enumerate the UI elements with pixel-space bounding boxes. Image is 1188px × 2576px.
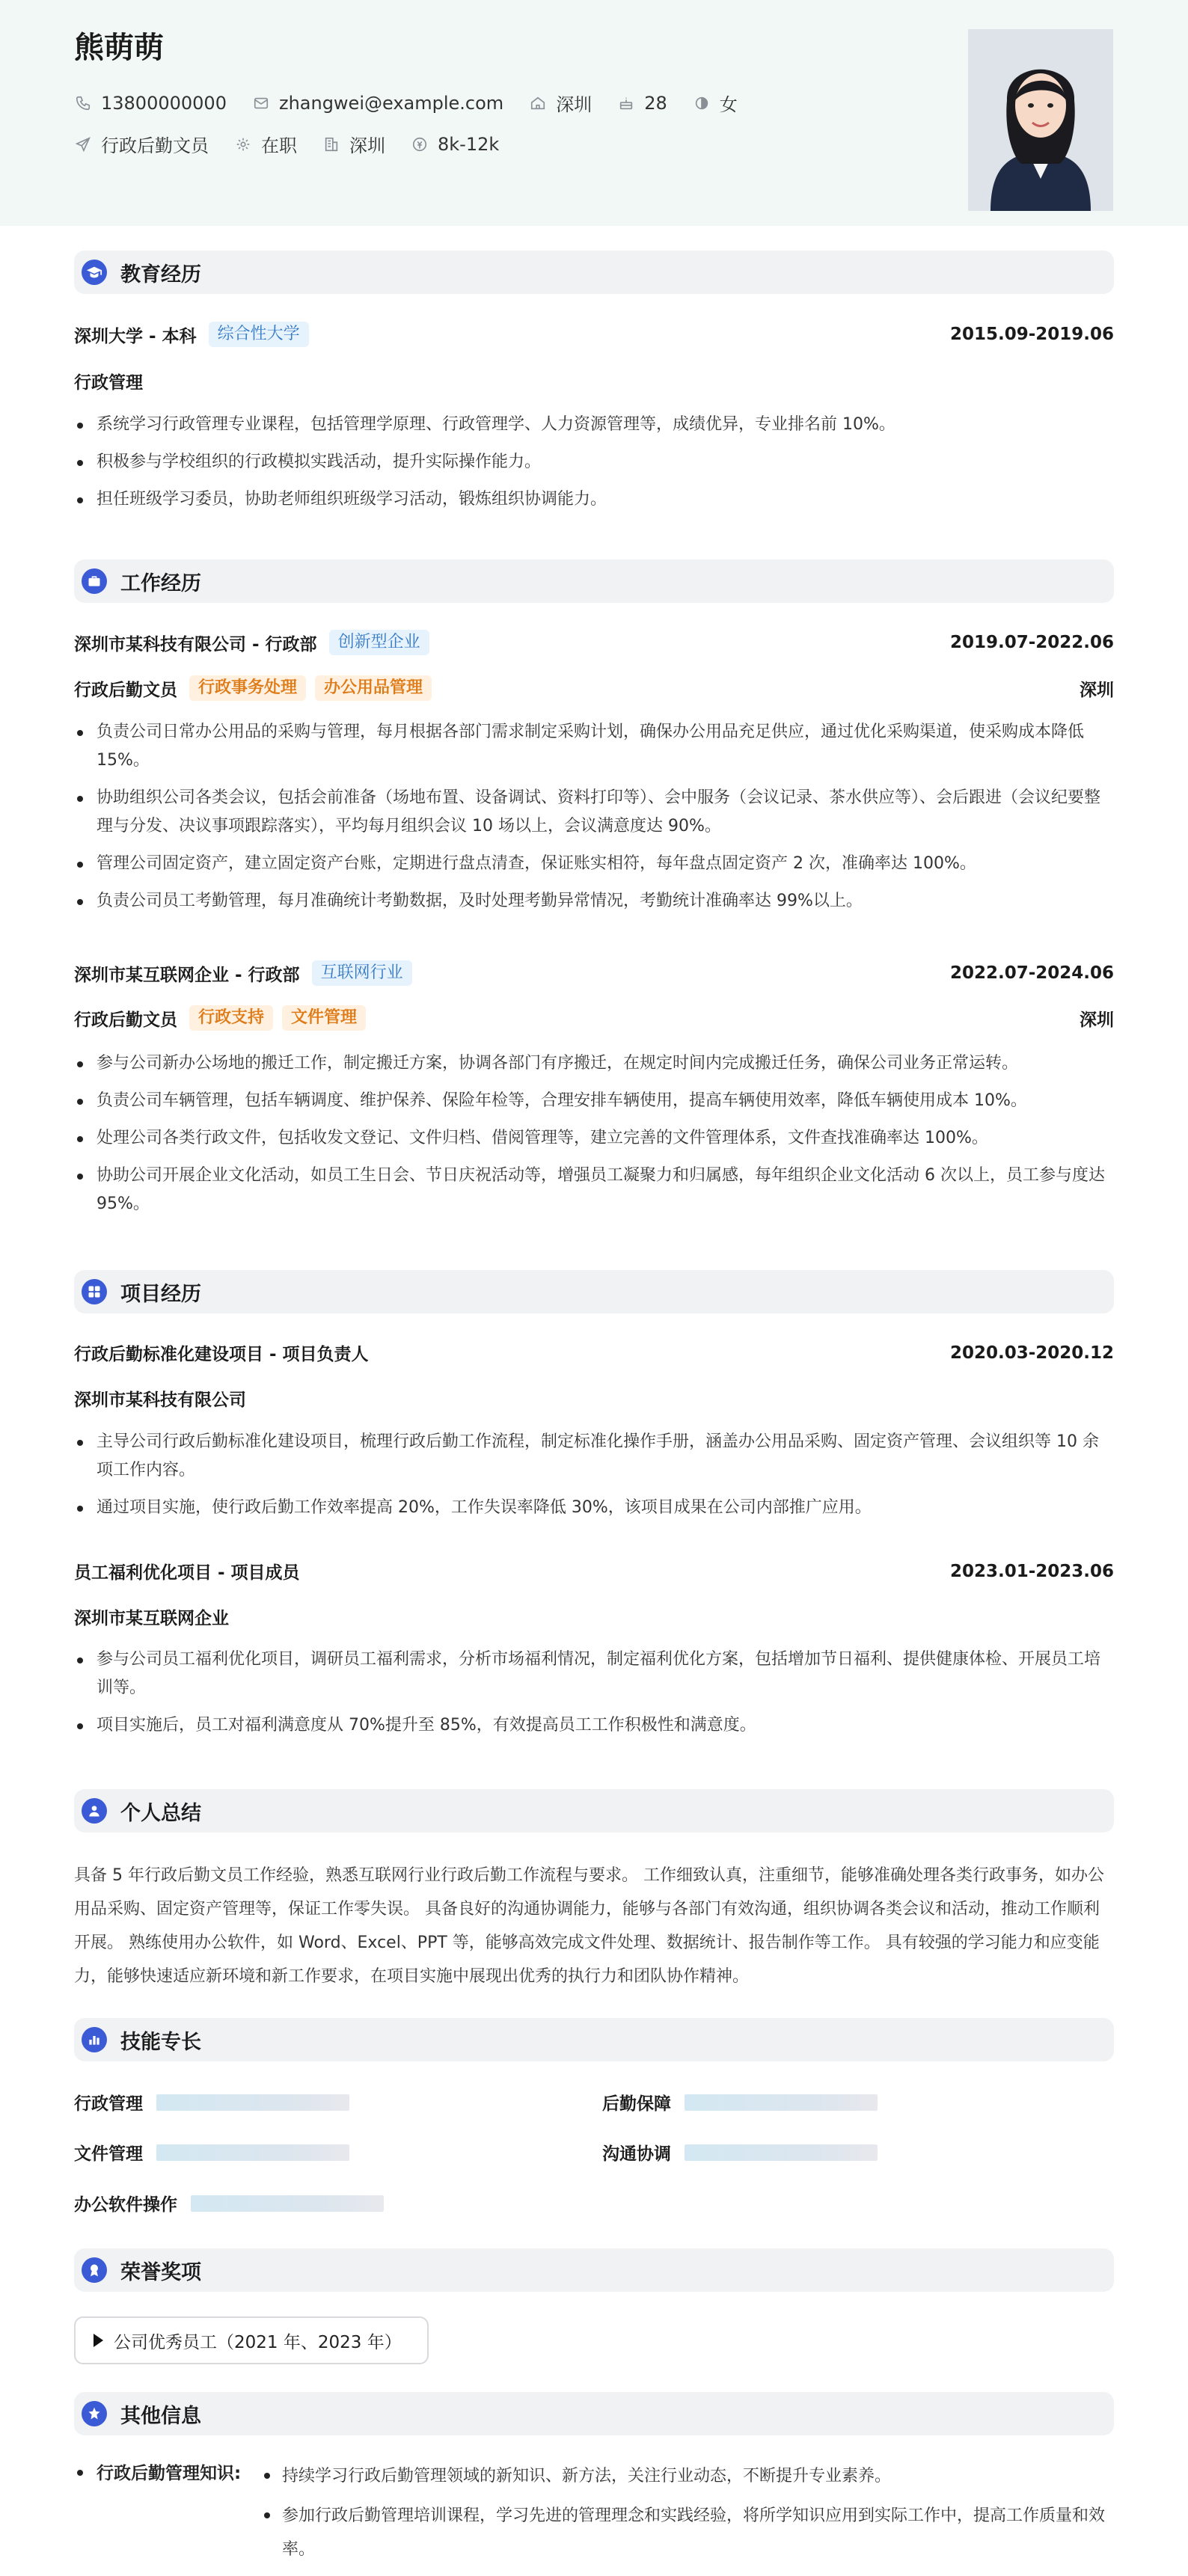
list-item: 处理公司各类行政文件，包括收发文登记、文件归档、借阅管理等，建立完善的文件管理体系，文件查找准确率达 100%。 [74,1124,1114,1153]
building-icon [322,135,340,153]
school-name: 深圳大学 - 本科 [74,326,197,346]
project-entry-header [74,1559,1114,1583]
skill-item [74,2191,384,2215]
project-entry-header [74,1340,1114,1365]
education-major: 行政管理 [74,373,143,393]
skill-item [74,2090,349,2115]
job-target-item [74,131,209,157]
project-bullets [74,1646,1114,1749]
job-role: 行政后勤文员 [74,1010,177,1030]
section-title: 教育经历 [120,263,201,286]
work-date: 2022.07-2024.06 [949,963,1114,983]
section-honors-header [74,2248,1114,2292]
money-icon [411,135,429,153]
education-bullets [74,411,1114,523]
list-item: 参加行政后勤管理培训课程，学习先进的管理理念和实践经验，将所学知识应用到实际工作中，提高工作质量和效率。 [260,2499,1114,2566]
section-title: 荣誉奖项 [120,2260,201,2284]
summary-text: 具备 5 年行政后勤文员工作经验，熟悉互联网行业行政后勤工作流程与要求。 工作细致认真，注重细节，能够准确处理各类行政事务，如办公用品采购、固定资产管理等，保证工作零失误。 具备良好的沟通协调能力，能够与各部门有效沟通，组织协调各类会议和活动，推动工作顺利开展。 熟练使用办公软件，如 Word、Excel、PPT 等，能够高效完成文件处理、数据统计、报告制作等工作。 具有较强的学习能力和应变能力，能够快速适应新环境和新工作要求，在项目实施中展现出优秀的执行力和团队协作精神。 [74,1866,1104,1986]
project-title: 行政后勤标准化建设项目 - 项目负责人 [74,1345,369,1364]
skill-name: 办公软件操作 [74,2195,177,2215]
user-icon [82,1798,107,1824]
work-role-row [74,1005,1114,1031]
project-title: 员工福利优化项目 - 项目成员 [74,1563,300,1583]
skill-tag: 行政支持 [189,1005,273,1031]
section-title: 项目经历 [120,1282,201,1306]
skill-level-bar [156,2144,349,2161]
settings-icon [234,135,252,153]
list-item: 参与公司员工福利优化项目，调研员工福利需求，分析市场福利情况，制定福利优化方案，包括增加节日福利、提供健康体检、开展员工培训等。 [74,1646,1114,1702]
education-date: 2015.09-2019.06 [949,325,1114,344]
work-date: 2019.07-2022.06 [949,633,1114,652]
other-label: 行政后勤管理知识: [74,2459,241,2484]
skill-item [602,2140,878,2165]
grid-icon [82,1279,107,1304]
skill-name: 后勤保障 [602,2094,671,2114]
cake-icon [617,94,635,112]
status-item [234,131,297,157]
skill-level-bar [685,2094,878,2111]
skill-level-bar [685,2144,878,2161]
graduation-cap-icon [82,260,107,285]
phone-text: 13800000000 [101,92,227,114]
list-item: 持续学习行政后勤管理领域的新知识、新方法，关注行业动态，不断提升专业素养。 [260,2459,1114,2493]
list-item: 协助组织公司各类会议，包括会前准备（场地布置、设备调试、资料打印等）、会中服务（会议记录、茶水供应等）、会后跟进（会议纪要整理与分发、决议事项跟踪落实），平均每月组织会议 10 场以上，会议满意度达 90%。 [74,784,1114,841]
company-tag: 创新型企业 [329,630,429,655]
honor-text: 公司优秀员工（2021 年、2023 年） [114,2332,402,2352]
list-item: 主导公司行政后勤标准化建设项目，梳理行政后勤工作流程，制定标准化操作手册，涵盖办公用品采购、固定资产管理、会议组织等 10 余项工作内容。 [74,1428,1114,1485]
list-item: 通过项目实施，使行政后勤工作效率提高 20%，工作失误率降低 30%，该项目成果在公司内部推广应用。 [74,1494,1114,1522]
home-icon [529,94,547,112]
skill-name: 文件管理 [74,2144,143,2164]
skill-tag: 行政事务处理 [189,675,306,701]
list-item: 积极参与学校组织的行政模拟实践活动，提升实际操作能力。 [74,448,1114,476]
email-item [252,93,503,114]
list-item: 协助公司开展企业文化活动，如员工生日会、节日庆祝活动等，增强员工凝聚力和归属感，每年组织企业文化活动 6 次以上，员工参与度达 95%。 [74,1162,1114,1218]
list-item: 参与公司新办公场地的搬迁工作，制定搬迁方案，协调各部门有序搬迁，在规定时间内完成搬迁任务，确保公司业务正常运转。 [74,1049,1114,1078]
list-item: 系统学习行政管理专业课程，包括管理学原理、行政管理学、人力资源管理等，成绩优异，专业排名前 10%。 [74,411,1114,439]
section-education-header [74,251,1114,294]
send-icon [74,135,92,153]
work-entry-header [74,630,1114,655]
section-title: 其他信息 [120,2404,201,2428]
work-role-row [74,675,1114,701]
work-location: 深圳 [1080,680,1114,700]
info-icon [82,2401,107,2426]
profile-photo [968,29,1113,211]
status-text: 在职 [261,135,297,156]
project-company: 深圳市某科技有限公司 [74,1390,246,1410]
section-work-header [74,559,1114,603]
list-item: 管理公司固定资产，建立固定资产台账，定期进行盘点清查，保证账实相符，每年盘点固定资产 2 次，准确率达 100%。 [74,850,1114,878]
project-date: 2020.03-2020.12 [949,1343,1114,1363]
section-title: 个人总结 [120,1801,201,1825]
skill-item [74,2140,349,2165]
company-tag: 互联网行业 [312,960,412,986]
bar-chart-icon [82,2027,107,2052]
project-bullets [74,1428,1114,1531]
school-type-tag: 综合性大学 [209,322,309,347]
section-title: 工作经历 [120,571,201,595]
section-title: 技能专长 [120,2030,201,2054]
company-name: 深圳市某科技有限公司 - 行政部 [74,634,317,654]
honor-item[interactable] [74,2316,429,2364]
list-item: 担任班级学习委员，协助老师组织班级学习活动，锻炼组织协调能力。 [74,485,1114,514]
briefcase-icon [82,568,107,594]
section-skills-header [74,2018,1114,2061]
list-item: 负责公司日常办公用品的采购与管理，每月根据各部门需求制定采购计划，确保办公用品充足供应，通过优化采购渠道，使采购成本降低 15%。 [74,718,1114,775]
candidate-name: 熊萌萌 [74,31,164,65]
city-item [529,90,592,116]
section-other-header [74,2392,1114,2435]
contact-row [74,90,763,116]
email-text: zhangwei@example.com [278,92,504,114]
section-summary-header [74,1789,1114,1833]
project-company: 深圳市某互联网企业 [74,1609,229,1628]
work-entry-header [74,960,1114,986]
phone-item [74,93,227,114]
award-icon [82,2257,107,2283]
phone-icon [74,94,92,112]
skill-level-bar [156,2094,349,2111]
skill-name: 行政管理 [74,2094,143,2114]
caret-right-icon [94,2334,103,2347]
list-item: 项目实施后，员工对福利满意度从 70%提升至 85%，有效提高员工工作积极性和满意度。 [74,1711,1114,1740]
project-date: 2023.01-2023.06 [949,1561,1114,1581]
skill-level-bar [191,2195,384,2212]
work-bullets [74,718,1114,924]
mail-icon [252,94,270,112]
gender-item [693,90,738,116]
target-city-text: 深圳 [349,135,385,156]
gender-icon [693,94,711,112]
company-name: 深圳市某互联网企业 - 行政部 [74,965,300,985]
city-text: 深圳 [556,94,593,115]
other-items [260,2459,1114,2572]
education-entry-header [74,322,1114,347]
work-location: 深圳 [1080,1010,1114,1030]
salary-text: 8k-12k [438,133,500,155]
job-target-text: 行政后勤文员 [101,135,209,156]
skill-tag: 办公用品管理 [315,675,432,701]
age-item [617,93,667,114]
target-city-item [322,131,385,157]
section-projects-header [74,1270,1114,1313]
skill-name: 沟通协调 [602,2144,671,2164]
list-item: 负责公司员工考勤管理，每月准确统计考勤数据，及时处理考勤异常情况，考勤统计准确率达 99%以上。 [74,887,1114,916]
resume-header [0,0,1188,226]
age-text: 28 [644,92,667,114]
skill-item [602,2090,878,2115]
list-item: 负责公司车辆管理，包括车辆调度、维护保养、保险年检等，合理安排车辆使用，提高车辆使用效率，降低车辆使用成本 10%。 [74,1087,1114,1115]
gender-text: 女 [719,94,738,115]
work-bullets [74,1049,1114,1227]
job-role: 行政后勤文员 [74,680,177,700]
intent-row [74,131,524,157]
salary-item [411,134,499,155]
skill-tag: 文件管理 [282,1005,366,1031]
